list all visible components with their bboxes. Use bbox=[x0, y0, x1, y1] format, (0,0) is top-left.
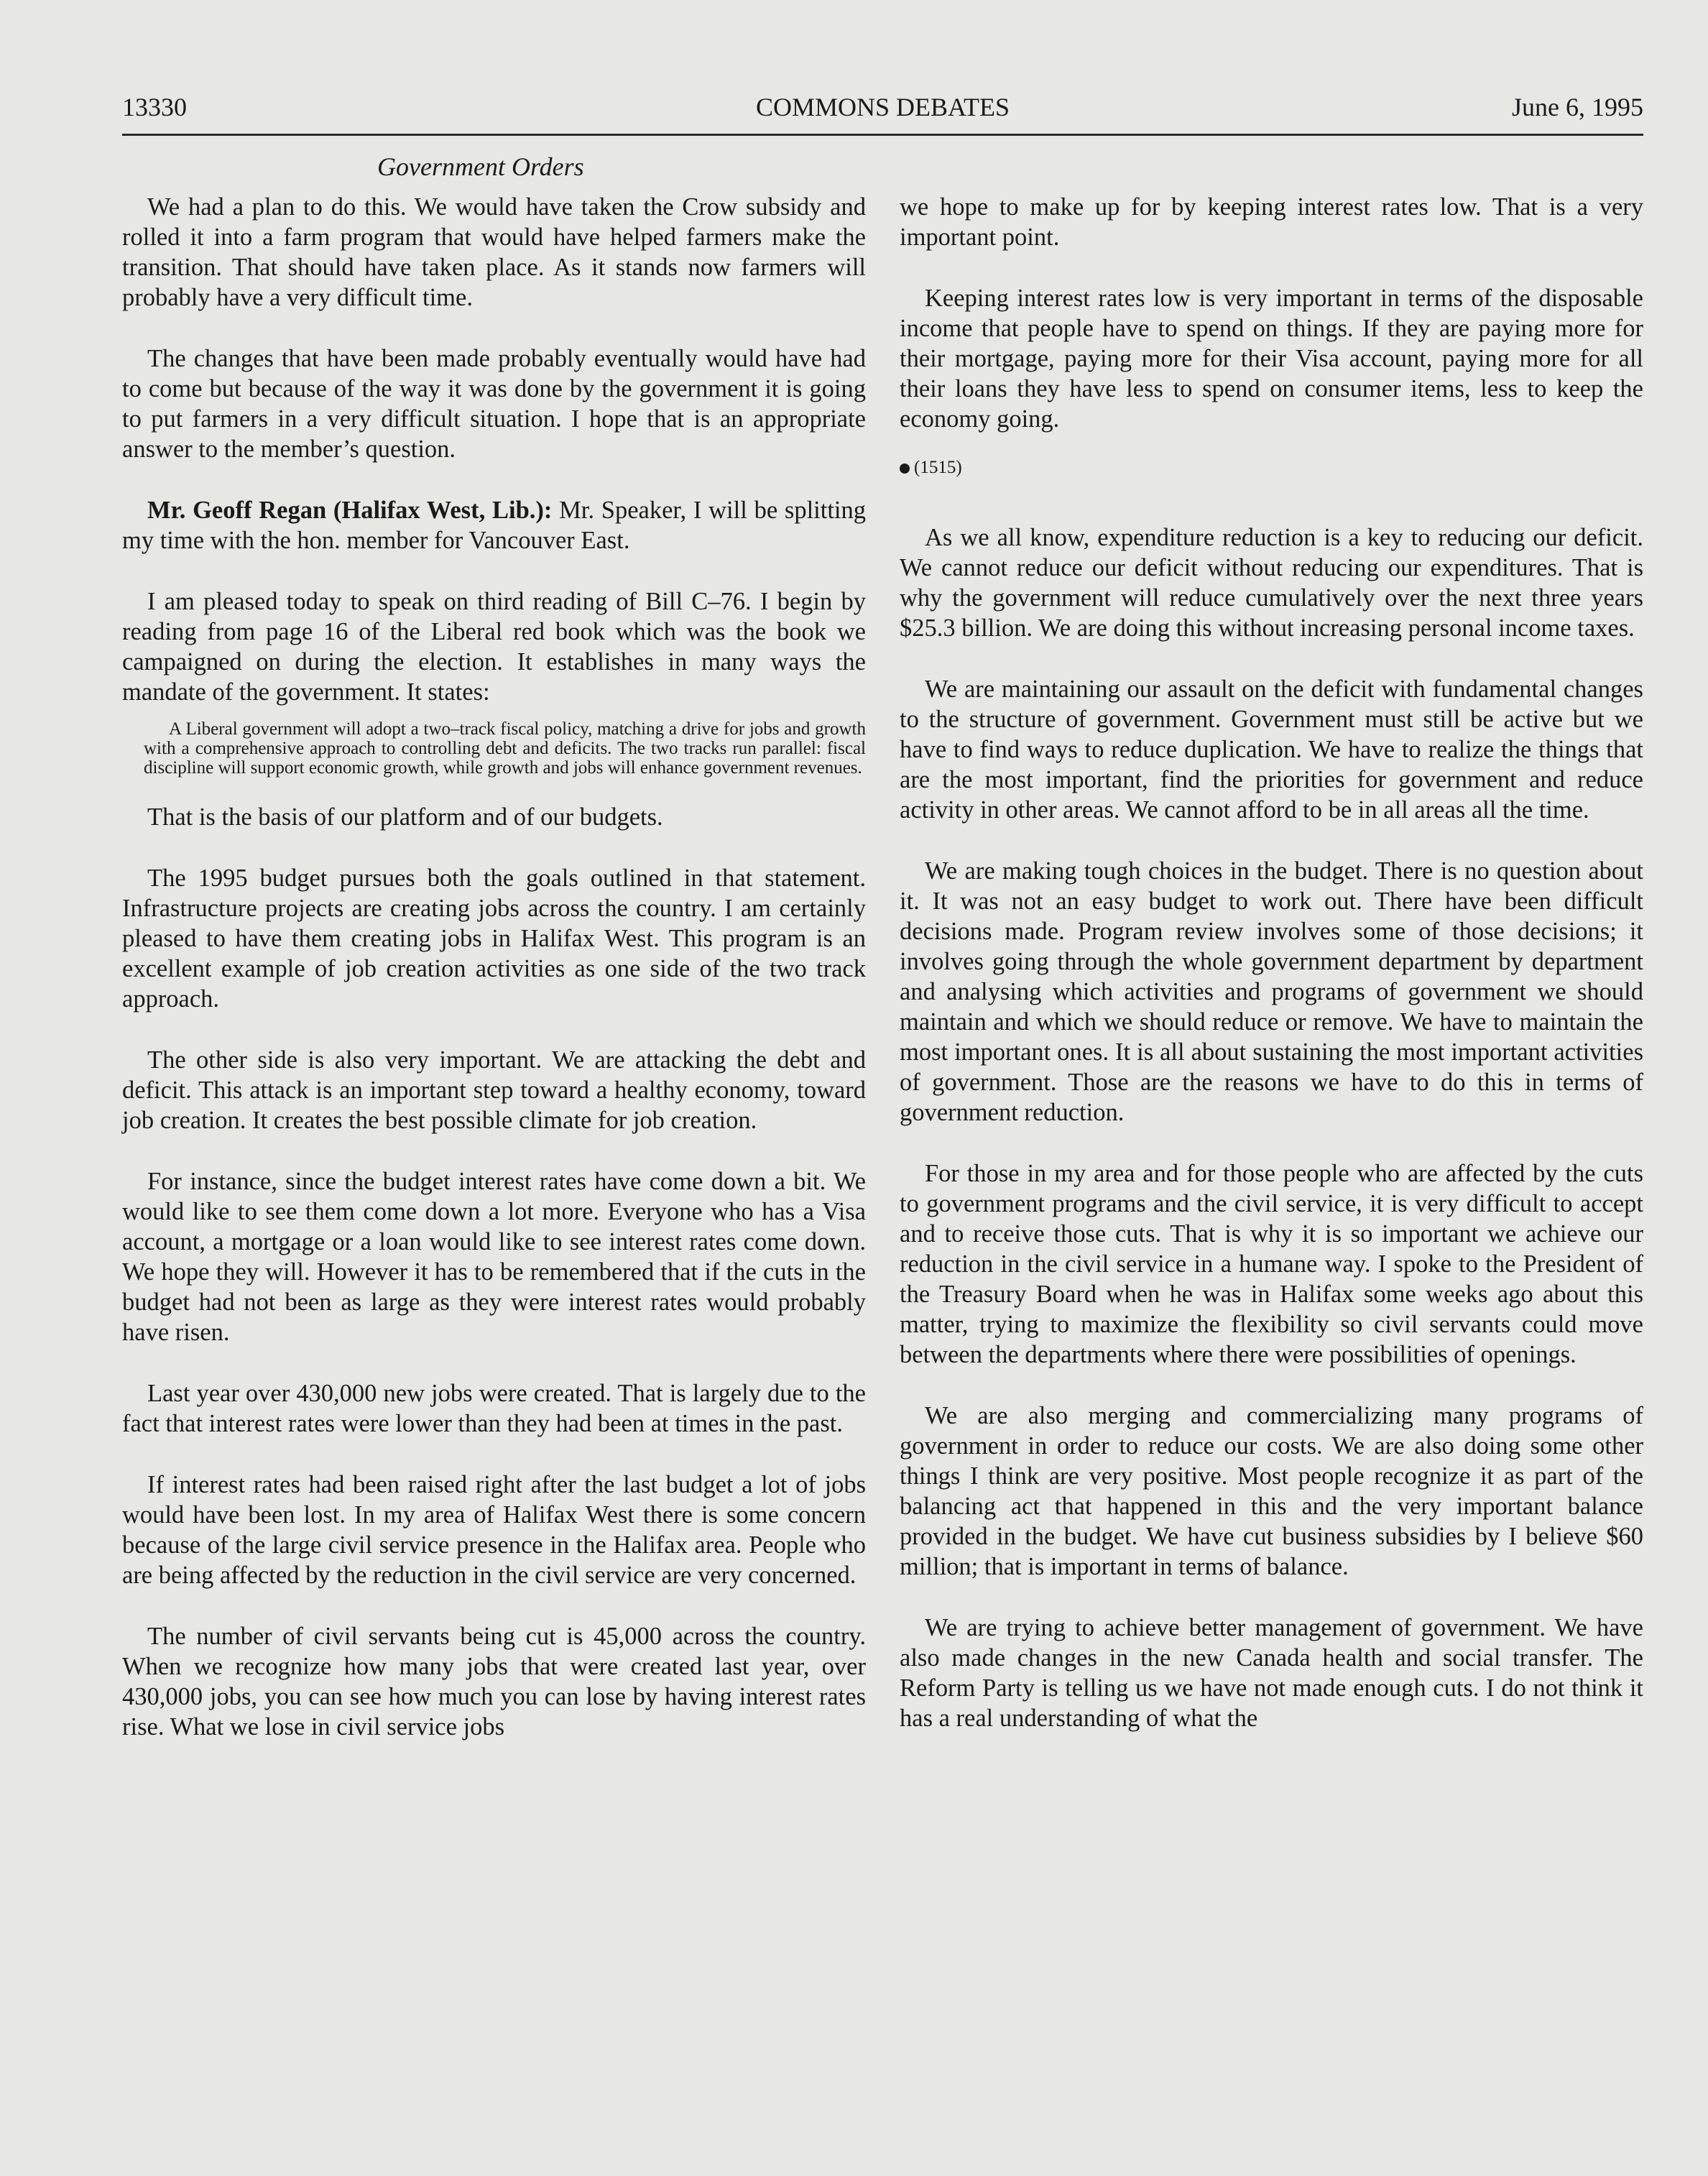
time-marker bbox=[900, 458, 1643, 479]
time-marker-label: (1515) bbox=[914, 458, 962, 477]
paragraph: The changes that have been made probably eventually would have had to come but because of the way it was done by the government it is going to put farmers in a very difficult situation. I hope that is an appropriate answer to the member’s question. bbox=[122, 345, 866, 463]
publication-title: COMMONS DEBATES bbox=[755, 93, 1010, 121]
paragraph: We are trying to achieve better management of government. We have also made changes in the new Canada health and social transfer. The Reform Party is telling us we have not made enough cuts. I do not think it has a real understanding of what the bbox=[900, 1614, 1643, 1732]
paragraph: we hope to make up for by keeping interest rates low. That is a very important point. bbox=[900, 193, 1643, 251]
page-header bbox=[122, 85, 1643, 136]
right-column bbox=[900, 192, 1643, 1773]
paragraph: We are also merging and commercializing many programs of government in order to reduce our costs. We are also doing some other things I think are very positive. Most people recognize it as part of the balancing act that happened in this and the very important balance provided in the budget. We have cut business subsidies by I believe $60 million; that is important in terms of balance. bbox=[900, 1402, 1643, 1580]
paragraph: That is the basis of our platform and of our budgets. bbox=[147, 803, 663, 831]
paragraph: Last year over 430,000 new jobs were created. That is largely due to the fact that interest rates were lower than they had been at times in the past. bbox=[122, 1380, 866, 1437]
paragraph: The number of civil servants being cut is 45,000 across the country. When we recognize how many jobs that were created last year, over 430,000 jobs, you can see how much you can lose by having interest rates rise. What we lose in civil service jobs bbox=[122, 1623, 866, 1741]
page-number: 13330 bbox=[122, 93, 187, 121]
paragraph: We had a plan to do this. We would have taken the Crow subsidy and rolled it into a farm program that would have helped farmers make the transition. That should have taken place. As it stands now farmers will probably have a very difficult time. bbox=[122, 193, 866, 311]
paragraph: If interest rates had been raised right after the last budget a lot of jobs would have been lost. In my area of Halifax West there is some concern because of the large civil service presence in the Halifax area. People who are being affected by the reduction in the civil service are very concerned. bbox=[122, 1471, 866, 1589]
paragraph: For instance, since the budget interest rates have come down a bit. We would like to see them come down a lot more. Everyone who has a Visa account, a mortgage or a loan would like to see interest rates come down. We hope they will. However it has to be remembered that if the cuts in the budget had not been as large as they were interest rates would probably have risen. bbox=[122, 1168, 866, 1346]
paragraph: The other side is also very important. We are attacking the debt and deficit. This attack is an important step toward a healthy economy, toward job creation. It creates the best possible climate for job creation. bbox=[122, 1046, 866, 1134]
paragraph: I am pleased today to speak on third reading of Bill C–76. I begin by reading from page 16 of the Liberal red book which was the book we campaigned on during the election. It establishes in many ways the mandate of the government. It states: bbox=[122, 588, 866, 706]
bullet-icon bbox=[900, 464, 910, 474]
speaker-paragraph bbox=[122, 495, 866, 555]
section-title: Government Orders bbox=[377, 152, 584, 181]
paragraph: Keeping interest rates low is very important in terms of the disposable income that people have to spend on things. If they are paying more for their mortgage, paying more for their Visa account, paying more for all their loans they have less to spend on consumer items, less to keep the economy going. bbox=[900, 285, 1643, 433]
speaker-text: Mr. Speaker, I will be splitting my time with the hon. member for Vancouver East. bbox=[122, 497, 866, 554]
block-quote: A Liberal government will adopt a two–track fiscal policy, matching a drive for jobs and growth with a comprehensive approach to controlling debt and deficits. The two tracks run parallel: fiscal discipline will support economic growth, while growth and jobs will enhance government revenues. bbox=[144, 719, 866, 778]
paragraph: We are maintaining our assault on the deficit with fundamental changes to the structure of government. Government must still be active but we have to find ways to reduce duplication. We have to realize the things that are the most important, find the priorities for government and reduce activity in other areas. We cannot afford to be in all areas all the time. bbox=[900, 676, 1643, 824]
left-column bbox=[122, 192, 866, 1773]
publication-date: June 6, 1995 bbox=[1512, 93, 1643, 121]
paragraph: For those in my area and for those people who are affected by the cuts to government programs and the civil service, it is very difficult to accept and to receive those cuts. That is why it is so important we achieve our reduction in the civil service in a humane way. I spoke to the President of the Treasury Board when he was in Halifax some weeks ago about this matter, trying to maximize the flexibility so civil servants could move between the departments where there were possibilities of openings. bbox=[900, 1160, 1643, 1368]
paragraph: As we all know, expenditure reduction is a key to reducing our deficit. We cannot reduce our deficit without reducing our expenditures. That is why the government will reduce cumulatively over the next three years $25.3 billion. We are doing this without increasing personal income taxes. bbox=[900, 524, 1643, 642]
paragraph: We are making tough choices in the budget. There is no question about it. It was not an easy budget to work out. There have been difficult decisions made. Program review involves some of those decisions; it involves going through the whole government department by department and analysing which activities and programs of government we should maintain and which we should reduce or remove. We have to maintain the most important ones. It is all about sustaining the most important activities of government. Those are the reasons we have to do this in terms of government reduction. bbox=[900, 857, 1643, 1126]
text-columns bbox=[122, 192, 1643, 1773]
speaker-name: Mr. Geoff Regan (Halifax West, Lib.): bbox=[147, 497, 553, 524]
paragraph: The 1995 budget pursues both the goals outlined in that statement. Infrastructure projects are creating jobs across the country. I am certainly pleased to have them creating jobs in Halifax West. This program is an excellent example of job creation activities as one side of the two track approach. bbox=[122, 865, 866, 1013]
